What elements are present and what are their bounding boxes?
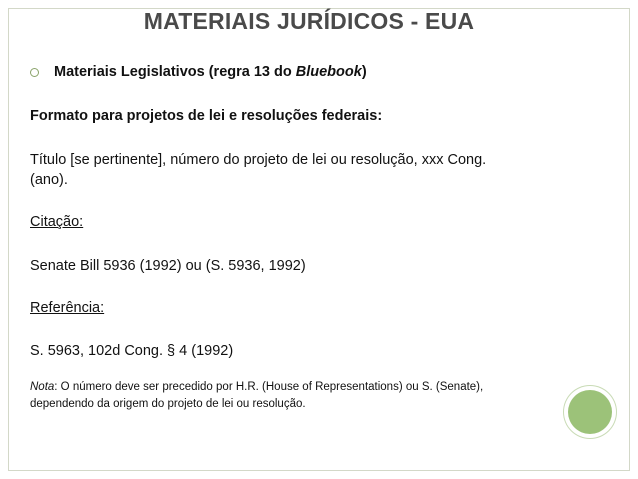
format-heading: Formato para projetos de lei e resoluções federais: — [30, 108, 383, 124]
bullet-text-italic: Bluebook — [295, 64, 362, 80]
note-line1 — [30, 379, 600, 396]
decorative-circle-icon — [568, 390, 612, 434]
note-label: Nota — [30, 381, 55, 393]
circle-bullet-icon — [30, 68, 39, 77]
format-text-line2: (ano). — [30, 172, 68, 188]
note-text-line2: dependendo da origem do projeto de lei ou resolução. — [30, 398, 306, 410]
format-text-line1: Título [se pertinente], número do projeto de lei ou resolução, xxx Cong. — [30, 152, 487, 168]
bullet-item — [30, 64, 367, 80]
format-text — [30, 150, 486, 190]
note-text-line1: : O número deve ser precedido por H.R. (House of Representations) ou S. (Senate), — [54, 381, 484, 393]
reference-label: Referência: — [30, 300, 105, 316]
bullet-text — [54, 64, 367, 80]
citation-label: Citação: — [30, 214, 84, 230]
bullet-text-suffix: ) — [361, 64, 367, 80]
note-paragraph — [30, 379, 600, 413]
slide-title: MATERIAIS JURÍDICOS - EUA — [143, 8, 475, 34]
bullet-text-prefix: Materiais Legislativos (regra 13 do — [54, 64, 296, 80]
reference-text: S. 5963, 102d Cong. § 4 (1992) — [30, 343, 234, 359]
citation-text: Senate Bill 5936 (1992) ou (S. 5936, 1992) — [30, 258, 306, 274]
